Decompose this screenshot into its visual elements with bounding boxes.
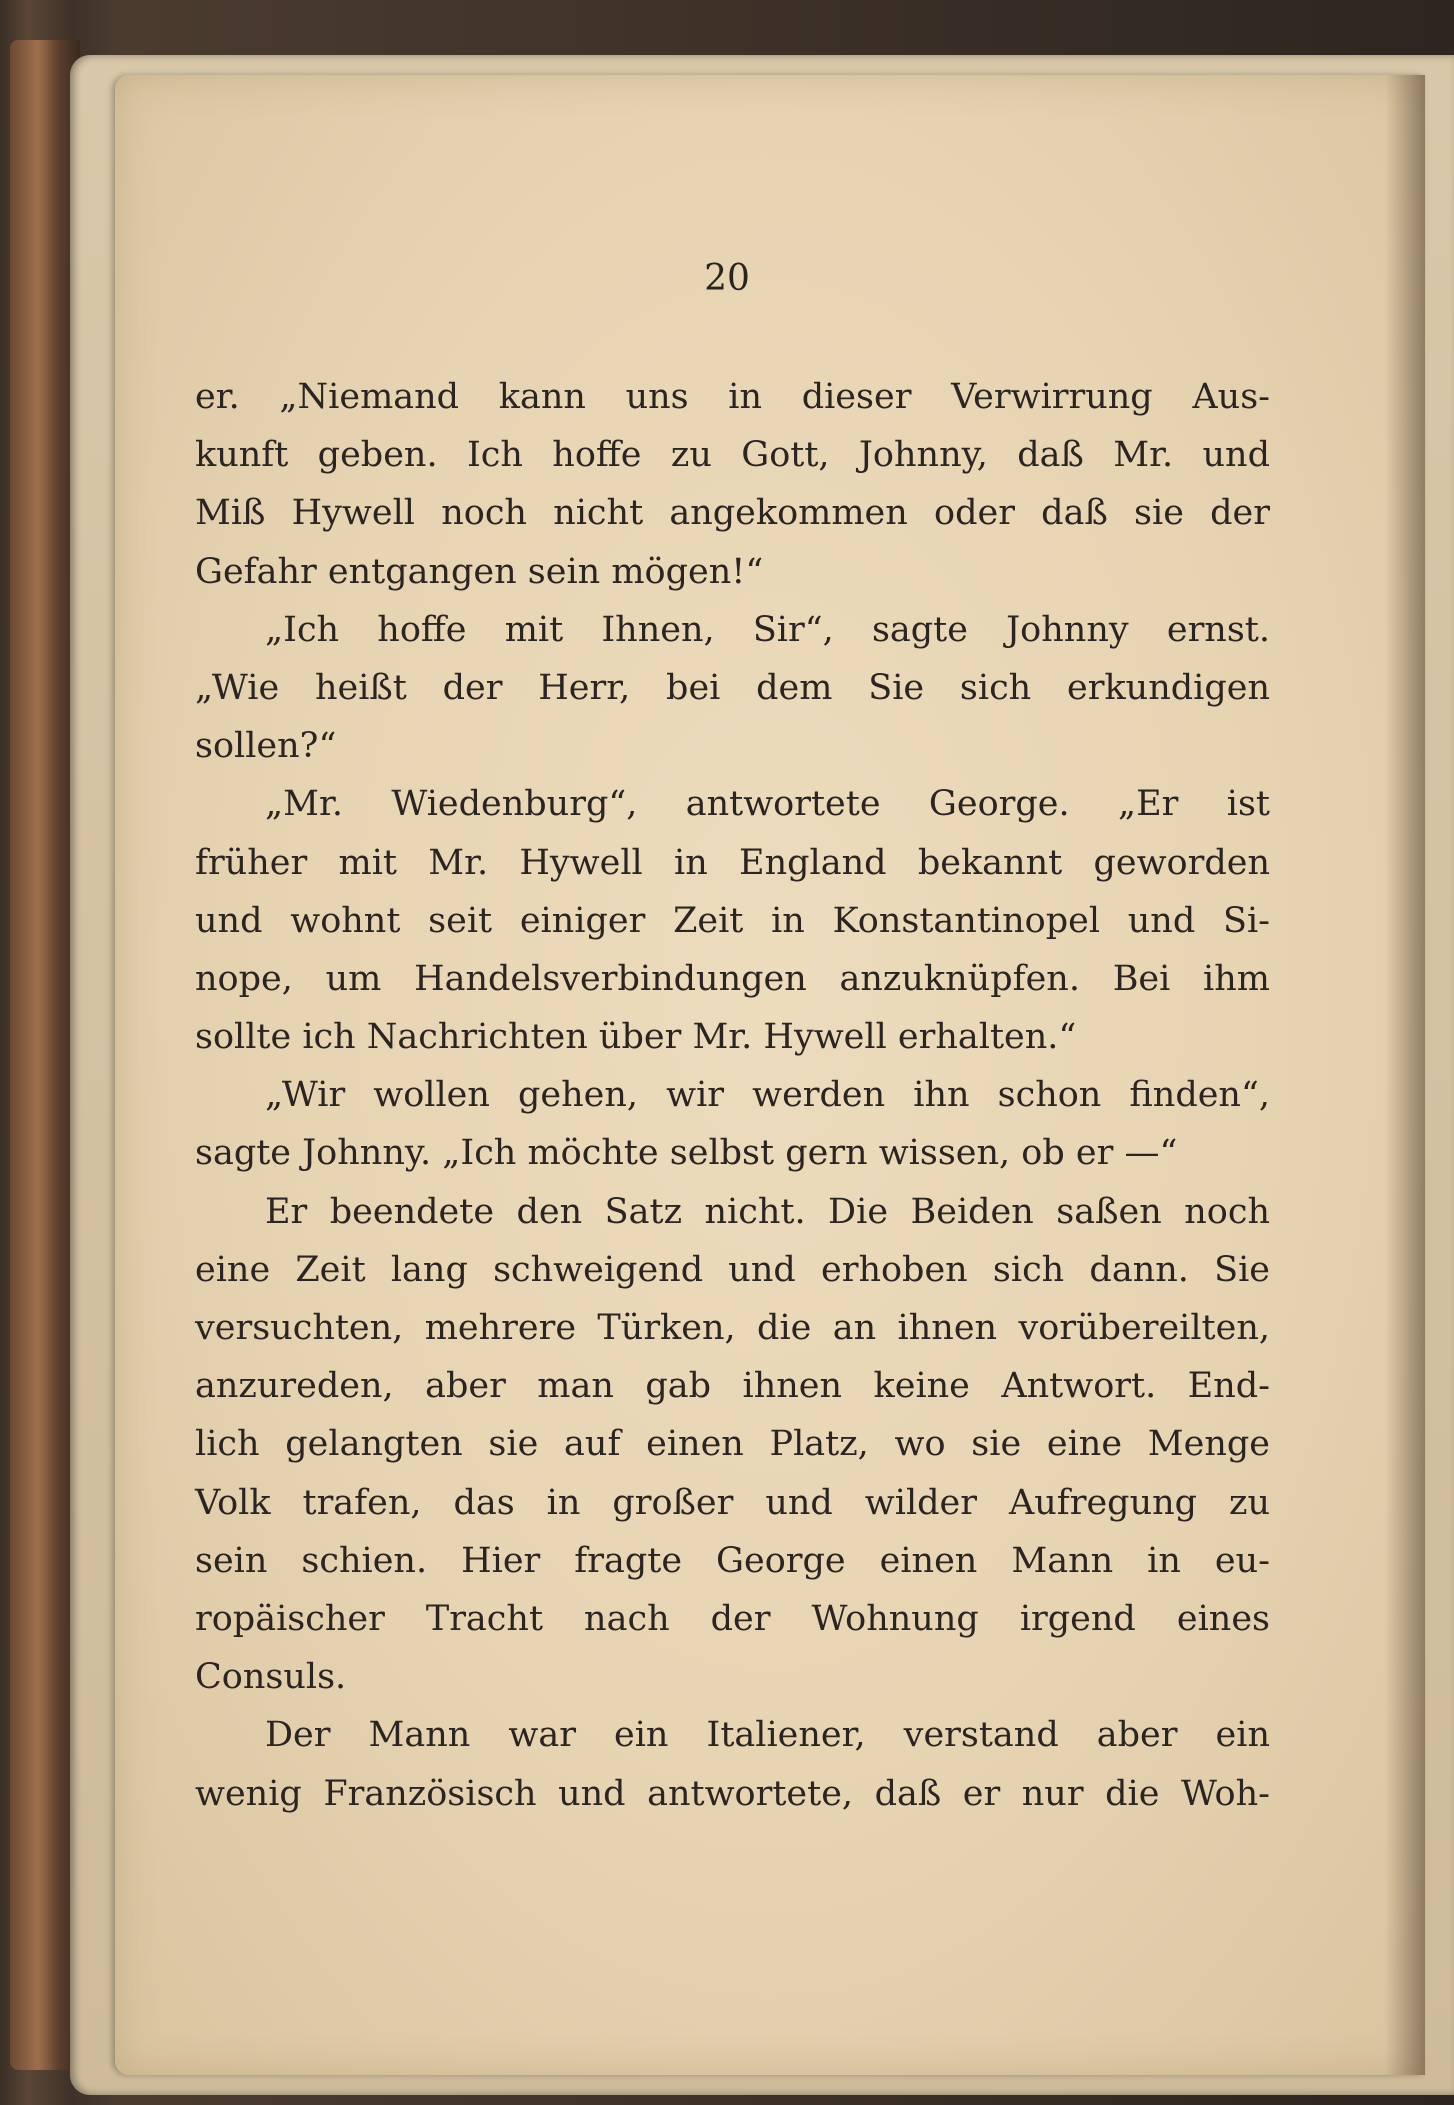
- text-line: „Wir wollen gehen, wir werden ihn schon finden“,: [265, 1075, 1270, 1116]
- text-line: „Ich hoffe mit Ihnen, Sir“, sagte Johnny ernst.: [265, 609, 1270, 650]
- text-line: er. „Niemand kann uns in dieser Verwirrung Aus-: [195, 377, 1270, 417]
- text-line: versuchten, mehrere Türken, die an ihnen vorübereilten,: [195, 1308, 1270, 1348]
- text-line: nope, um Handelsverbindungen anzuknüpfen. Bei ihm: [195, 958, 1270, 999]
- text-line: sein schien. Hier fragte George einen Mann in eu-: [195, 1540, 1270, 1581]
- text-line: lich gelangten sie auf einen Platz, wo sie eine Menge: [195, 1424, 1270, 1465]
- page-gutter-shadow: [1385, 75, 1425, 2075]
- text-line: Er beendete den Satz nicht. Die Beiden saßen noch: [265, 1191, 1270, 1232]
- text-line: Volk trafen, das in großer und wilder Aufregung zu: [195, 1482, 1270, 1523]
- text-line: „Wie heißt der Herr, bei dem Sie sich erkundigen: [195, 667, 1270, 708]
- text-line: anzureden, aber man gab ihnen keine Antwort. End-: [195, 1366, 1270, 1407]
- text-line: Der Mann war ein Italiener, verstand aber ein: [265, 1715, 1270, 1756]
- text-line: sollen?“: [195, 726, 337, 767]
- text-line: sollte ich Nachrichten über Mr. Hywell erhalten.“: [195, 1017, 1077, 1058]
- text-line: kunft geben. Ich hoffe zu Gott, Johnny, daß Mr. und: [195, 435, 1270, 476]
- body-text: [195, 368, 1270, 1823]
- text-line: ropäischer Tracht nach der Wohnung irgend eines: [195, 1598, 1270, 1639]
- text-line: und wohnt seit einiger Zeit in Konstantinopel und Si-: [195, 900, 1270, 941]
- text-line: „Mr. Wiedenburg“, antwortete George. „Er ist: [265, 784, 1270, 825]
- text-line: eine Zeit lang schweigend und erhoben sich dann. Sie: [195, 1249, 1270, 1290]
- page-number: 20: [704, 258, 750, 299]
- text-line: Miß Hywell noch nicht angekommen oder daß sie der: [195, 493, 1270, 534]
- text-line: Consuls.: [195, 1657, 347, 1698]
- text-line: Gefahr entgangen sein mögen!“: [195, 551, 764, 592]
- text-line: sagte Johnny. „Ich möchte selbst gern wissen, ob er —“: [195, 1133, 1178, 1174]
- text-line: früher mit Mr. Hywell in England bekannt geworden: [195, 842, 1270, 883]
- text-line: wenig Französisch und antwortete, daß er nur die Woh-: [195, 1773, 1270, 1814]
